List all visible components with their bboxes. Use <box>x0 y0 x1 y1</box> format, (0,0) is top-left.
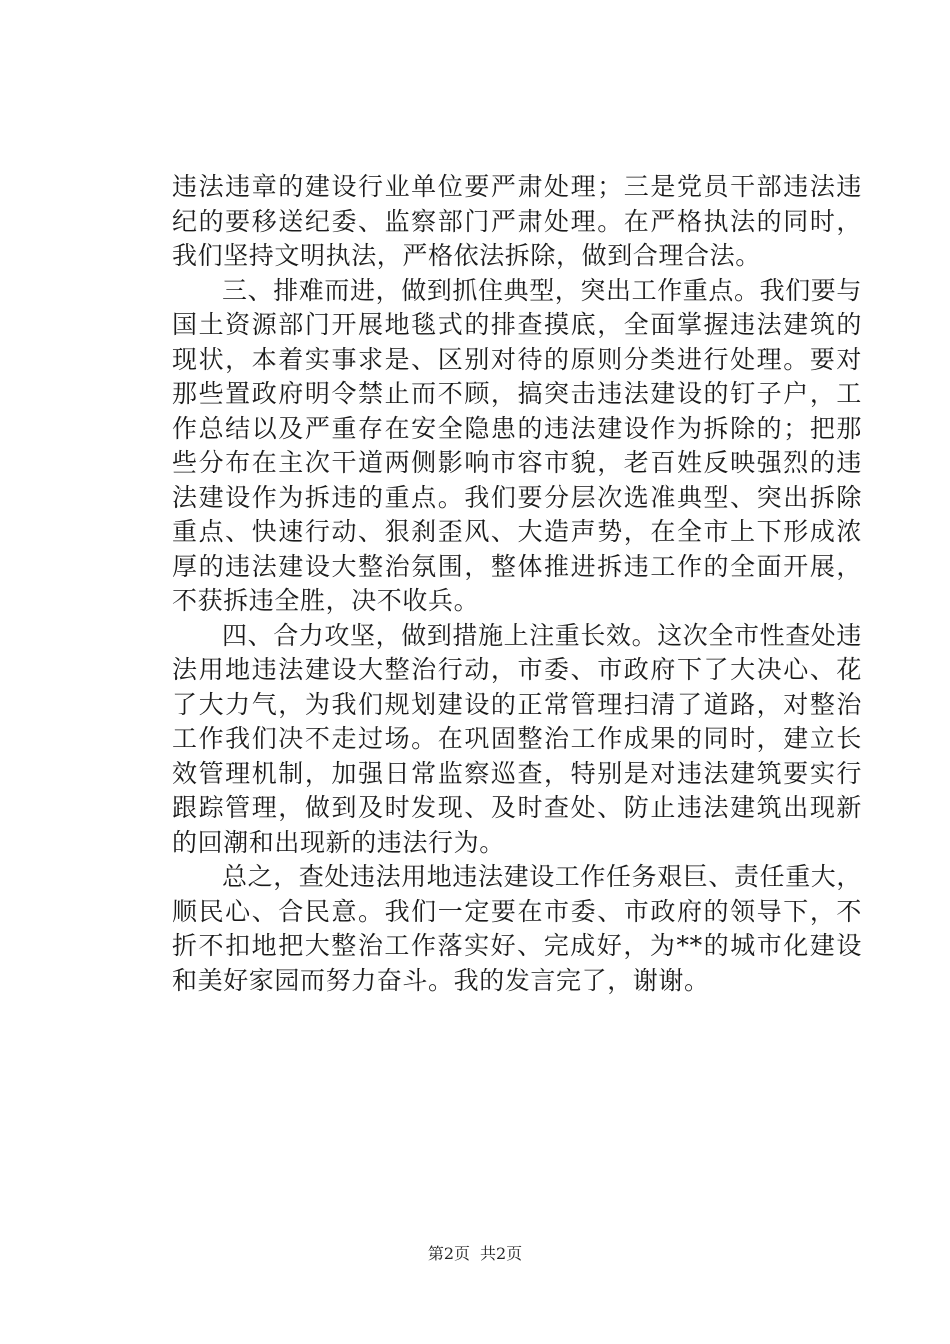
paragraph-section-four: 四、合力攻坚，做到措施上注重长效。这次全市性查处违法用地违法建设大整治行动，市委、市政府下了大决心、花了大力气，为我们规划建设的正常管理扫清了道路，对整治工作我们决不走过场。在巩固整治工作成果的同时，建立长效管理机制，加强日常监察巡查，特别是对违法建筑要实行跟踪管理，做到及时发现、及时查处、防止违法建筑出现新的回潮和出现新的违法行为。 <box>172 620 863 857</box>
document-body <box>172 170 862 998</box>
page-footer <box>0 1244 950 1264</box>
paragraph-conclusion: 总之，查处违法用地违法建设工作任务艰巨、责任重大，顺民心、合民意。我们一定要在市委、市政府的领导下，不折不扣地把大整治工作落实好、完成好，为**的城市化建设和美好家园而努力奋斗。我的发言完了，谢谢。 <box>172 862 863 995</box>
page-number: 第2页 <box>427 1244 470 1263</box>
page-total: 共2页 <box>480 1244 523 1263</box>
paragraph-continuation: 违法违章的建设行业单位要严肃处理；三是党员干部违法违纪的要移送纪委、监察部门严肃处理。在严格执法的同时，我们坚持文明执法，严格依法拆除，做到合理合法。 <box>172 172 862 270</box>
paragraph-section-three: 三、排难而进，做到抓住典型，突出工作重点。我们要与国土资源部门开展地毯式的排查摸底，全面掌握违法建筑的现状，本着实事求是、区别对待的原则分类进行处理。要对那些置政府明令禁止而不顾，搞突击违法建设的钉子户，工作总结以及严重存在安全隐患的违法建设作为拆除的；把那些分布在主次干道两侧影响市容市貌，老百姓反映强烈的违法建设作为拆违的重点。我们要分层次选准典型、突出拆除重点、快速行动、狠刹歪风、大造声势，在全市上下形成浓厚的违法建设大整治氛围，整体推进拆违工作的全面开展，不获拆违全胜，决不收兵。 <box>172 275 863 615</box>
